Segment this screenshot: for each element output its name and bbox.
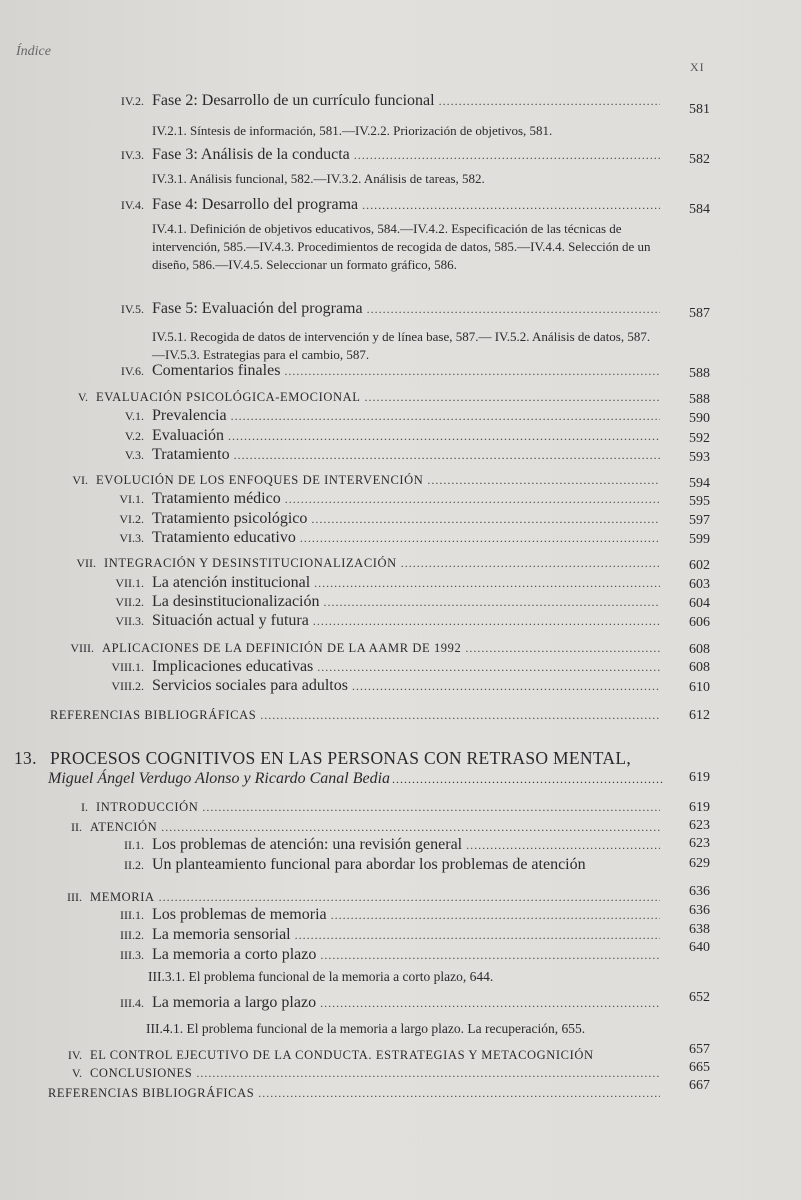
entry-page: 590 — [689, 411, 710, 426]
entry-title: La memoria a corto plazo — [152, 946, 317, 963]
entry-title: Tratamiento psicológico — [152, 510, 308, 527]
entry-title: Fase 2: Desarrollo de un currículo funcional — [152, 92, 435, 109]
dot-leader — [352, 679, 660, 694]
entry-page: 582 — [689, 152, 710, 167]
entry-number: III.4. — [120, 996, 144, 1010]
dot-leader — [317, 660, 660, 675]
toc-entry[interactable] — [108, 196, 664, 214]
chapter-number: 13. — [14, 748, 37, 768]
toc-section[interactable] — [58, 890, 664, 905]
entry-page: 593 — [689, 450, 710, 465]
entry-number: II.1. — [124, 838, 144, 852]
dot-leader — [364, 390, 660, 405]
dot-leader — [314, 576, 660, 591]
toc-section[interactable] — [66, 390, 664, 405]
entry-title: La desinstitucionalización — [152, 593, 320, 610]
entry-number: IV.2. — [120, 94, 144, 108]
section-title: EVALUACIÓN PSICOLÓGICA-EMOCIONAL — [96, 390, 361, 404]
dot-leader — [300, 531, 660, 546]
toc-section[interactable] — [50, 641, 664, 656]
dot-leader — [260, 708, 660, 723]
entry-page: 584 — [689, 202, 710, 217]
dot-leader — [285, 492, 660, 507]
dot-leader — [362, 198, 660, 213]
entry-number: VII.3. — [115, 614, 144, 628]
toc-entry[interactable] — [102, 906, 664, 924]
section-number: II. — [71, 820, 82, 834]
entry-title: Implicaciones educativas — [152, 658, 314, 675]
entry-page: 640 — [689, 940, 710, 955]
toc-entry[interactable] — [108, 92, 664, 110]
toc-entry[interactable] — [100, 574, 664, 592]
dot-leader — [161, 820, 660, 835]
dot-leader — [439, 94, 660, 109]
section-number: VIII. — [70, 641, 94, 655]
running-head: Índice — [16, 44, 51, 59]
entry-page: 665 — [689, 1060, 710, 1075]
entry-number: VII.1. — [115, 576, 144, 590]
toc-entry[interactable] — [108, 836, 664, 854]
dot-leader — [196, 1066, 660, 1081]
section-number: V. — [77, 390, 88, 404]
chapter-title: PROCESOS COGNITIVOS EN LAS PERSONAS CON RETRASO MENTAL, — [50, 748, 631, 768]
entry-page: 604 — [689, 596, 710, 611]
subentry-text: IV.5.1. Recogida de datos de intervención y de línea base, 587.— IV.5.2. Análisis de datos, 587.—IV.5.3. Estrategias para el cambio, 587. — [152, 329, 651, 362]
entry-number: VII.2. — [115, 595, 144, 609]
entry-page: 667 — [689, 1078, 710, 1093]
entry-title: La atención institucional — [152, 574, 311, 591]
dot-leader — [367, 302, 660, 317]
toc-section[interactable] — [50, 708, 664, 723]
section-title: EVOLUCIÓN DE LOS ENFOQUES DE INTERVENCIÓN — [96, 473, 424, 487]
entry-title: Prevalencia — [152, 407, 227, 424]
dot-leader — [202, 800, 660, 815]
entry-number: V.2. — [124, 429, 144, 443]
entry-page: 608 — [689, 642, 710, 657]
entry-page: 623 — [689, 836, 710, 851]
entry-number: IV.6. — [120, 364, 144, 378]
entry-number: V.3. — [124, 448, 144, 462]
entry-title: Situación actual y futura — [152, 612, 309, 629]
chapter-authors — [48, 770, 664, 788]
entry-title: La memoria sensorial — [152, 926, 291, 943]
entry-page: 594 — [689, 476, 710, 491]
dot-leader — [324, 595, 661, 610]
entry-page: 587 — [689, 306, 710, 321]
entry-title: Evaluación — [152, 427, 224, 444]
section-number: VII. — [76, 556, 96, 570]
section-number: VI. — [72, 473, 88, 487]
entry-page: 623 — [689, 818, 710, 833]
entry-page: 581 — [689, 102, 710, 117]
entry-page: 619 — [689, 770, 710, 785]
toc-entry[interactable] — [100, 593, 664, 611]
entry-page: 652 — [689, 990, 710, 1005]
entry-number: V.1. — [124, 409, 144, 423]
entry-page: 638 — [689, 922, 710, 937]
toc-entry[interactable] — [108, 362, 664, 380]
entry-title: Comentarios finales — [152, 362, 281, 379]
entry-number: III.1. — [120, 908, 144, 922]
entry-page: 602 — [689, 558, 710, 573]
toc-entry[interactable] — [104, 510, 664, 528]
chapter-heading[interactable] — [14, 748, 631, 769]
entry-title: Servicios sociales para adultos — [152, 677, 348, 694]
dot-leader — [401, 556, 660, 571]
toc-entry[interactable] — [108, 446, 664, 464]
entry-number: III.2. — [120, 928, 144, 942]
section-title: INTEGRACIÓN Y DESINSTITUCIONALIZACIÓN — [104, 556, 397, 570]
entry-number: VIII.1. — [111, 660, 144, 674]
entry-page: 588 — [689, 392, 710, 407]
entry-title: Los problemas de atención: una revisión general — [152, 836, 463, 853]
entry-title: Fase 4: Desarrollo del programa — [152, 196, 359, 213]
toc-entry[interactable] — [102, 946, 664, 964]
entry-number: III.3. — [120, 948, 144, 962]
subentry-text: IV.3.1. Análisis funcional, 582.—IV.3.2. Análisis de tareas, 582. — [152, 171, 485, 186]
section-title: MEMORIA — [90, 890, 155, 904]
dot-leader — [466, 838, 660, 853]
entry-number: IV.4. — [120, 198, 144, 212]
toc-entry[interactable] — [108, 146, 664, 164]
toc-section[interactable] — [64, 1066, 664, 1081]
section-title: REFERENCIAS BIBLIOGRÁFICAS — [48, 1086, 255, 1100]
dot-leader — [320, 996, 660, 1011]
section-title: REFERENCIAS BIBLIOGRÁFICAS — [50, 708, 257, 722]
section-title: ATENCIÓN — [90, 820, 158, 834]
authors-text: Miguel Ángel Verdugo Alonso y Ricardo Canal Bedia — [48, 770, 391, 787]
section-number: IV. — [67, 1048, 82, 1062]
entry-page: 612 — [689, 708, 710, 723]
entry-title: Un planteamiento funcional para abordar los problemas de atención — [152, 856, 586, 873]
dot-leader — [427, 473, 660, 488]
entry-number: VI.3. — [119, 531, 144, 545]
dot-leader — [354, 148, 660, 163]
subentry-text: III.4.1. El problema funcional de la memoria a largo plazo. La recuperación, 655. — [146, 1021, 586, 1036]
section-title: APLICACIONES DE LA DEFINICIÓN DE LA AAMR DE 1992 — [102, 641, 462, 655]
entry-page: 629 — [689, 856, 710, 871]
toc-entry[interactable] — [108, 300, 664, 318]
toc-section[interactable] — [72, 800, 664, 815]
subentry-text: IV.4.1. Definición de objetivos educativos, 584.—IV.4.2. Especificación de las técnicas de intervención, 585.—IV.4.3. Procedimientos de recogida de datos, 585.—IV.4.4. Selección de un diseño, 586.—IV.4.5. Seleccionar un formato gráfico, 586. — [152, 221, 651, 272]
dot-leader — [331, 908, 660, 923]
dot-leader — [228, 429, 660, 444]
entry-page: 636 — [689, 903, 710, 918]
dot-leader — [465, 641, 660, 656]
toc-entry[interactable] — [108, 427, 664, 445]
entry-title: Los problemas de memoria — [152, 906, 327, 923]
toc-entry[interactable] — [100, 612, 664, 630]
toc-section[interactable] — [58, 1048, 672, 1063]
toc-entry[interactable] — [104, 529, 664, 547]
toc-section[interactable] — [62, 473, 664, 488]
toc-section[interactable] — [48, 1086, 664, 1101]
toc-section[interactable] — [64, 820, 664, 835]
entry-page: 608 — [689, 660, 710, 675]
dot-leader — [159, 890, 660, 905]
entry-title: Tratamiento médico — [152, 490, 281, 507]
toc-entry[interactable] — [108, 856, 668, 874]
toc-entry[interactable] — [102, 994, 664, 1012]
section-number: I. — [81, 800, 88, 814]
dot-leader — [313, 614, 660, 629]
entry-number: VI.2. — [119, 512, 144, 526]
page-number: XI — [690, 60, 705, 74]
dot-leader — [284, 364, 660, 379]
dot-leader — [311, 512, 660, 527]
dot-leader — [258, 1086, 660, 1101]
toc-section[interactable] — [56, 556, 664, 571]
toc-entry[interactable] — [108, 407, 664, 425]
entry-page: 636 — [689, 884, 710, 899]
entry-number: IV.5. — [120, 302, 144, 316]
entry-page: 599 — [689, 532, 710, 547]
entry-page: 610 — [689, 680, 710, 695]
entry-page: 588 — [689, 366, 710, 381]
entry-page: 606 — [689, 615, 710, 630]
entry-title: Tratamiento educativo — [152, 529, 296, 546]
dot-leader — [295, 928, 660, 943]
entry-number: VIII.2. — [111, 679, 144, 693]
dot-leader — [320, 948, 660, 963]
entry-page: 595 — [689, 494, 710, 509]
section-number: III. — [67, 890, 82, 904]
toc-entry[interactable] — [94, 658, 664, 676]
entry-number: VI.1. — [119, 492, 144, 506]
entry-page: 619 — [689, 800, 710, 815]
subentry-text: III.3.1. El problema funcional de la memoria a corto plazo, 644. — [148, 969, 494, 984]
subentry-text: IV.2.1. Síntesis de información, 581.—IV.2.2. Priorización de objetivos, 581. — [152, 123, 553, 138]
entry-page: 603 — [689, 577, 710, 592]
entry-page: 592 — [689, 431, 710, 446]
dot-leader — [231, 409, 660, 424]
entry-page: 657 — [689, 1042, 710, 1057]
entry-title: La memoria a largo plazo — [152, 994, 317, 1011]
entry-title: Fase 5: Evaluación del programa — [152, 300, 363, 317]
toc-entry[interactable] — [104, 490, 664, 508]
entry-title: Fase 3: Análisis de la conducta — [152, 146, 350, 163]
dot-leader — [392, 772, 664, 787]
toc-entry[interactable] — [94, 677, 664, 695]
section-title: EL CONTROL EJECUTIVO DE LA CONDUCTA. ESTRATEGIAS Y METACOGNICIÓN — [90, 1048, 594, 1062]
entry-title: Tratamiento — [152, 446, 230, 463]
entry-number: IV.3. — [120, 148, 144, 162]
dot-leader — [234, 448, 660, 463]
entry-page: 597 — [689, 513, 710, 528]
section-number: V. — [71, 1066, 82, 1080]
section-title: CONCLUSIONES — [90, 1066, 193, 1080]
toc-entry[interactable] — [102, 926, 664, 944]
section-title: INTRODUCCIÓN — [96, 800, 199, 814]
entry-number: II.2. — [124, 858, 144, 872]
